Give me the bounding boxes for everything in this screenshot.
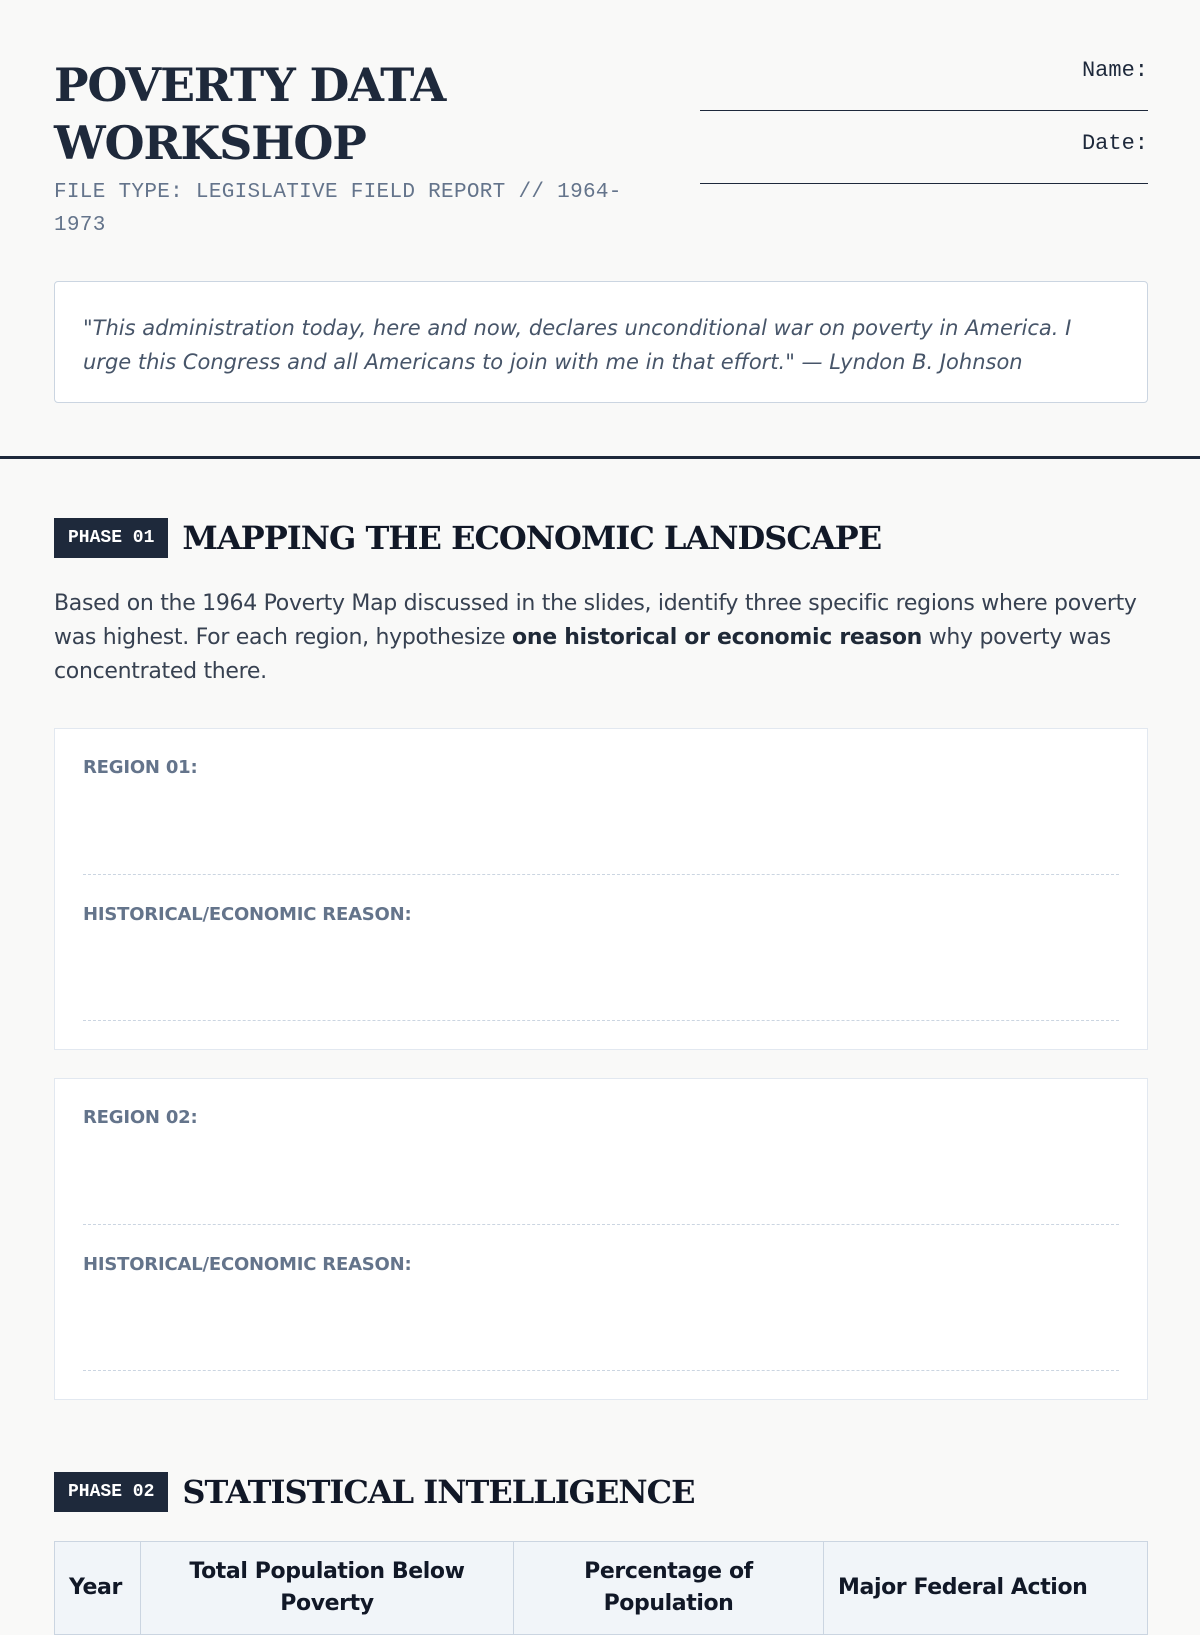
- region-label: REGION 02:: [83, 1107, 198, 1128]
- phase-01-heading: [54, 518, 881, 558]
- column-header: Total Population Below Poverty: [141, 1542, 514, 1635]
- phase-01-title: MAPPING THE ECONOMIC LANDSCAPE: [182, 519, 882, 557]
- column-header: Year: [55, 1542, 141, 1635]
- reason-label: HISTORICAL/ECONOMIC REASON:: [83, 904, 412, 925]
- column-header: Percentage of Population: [514, 1542, 824, 1635]
- region-label: REGION 01:: [83, 757, 198, 778]
- date-label: Date:: [1081, 131, 1148, 156]
- phase-01-badge: PHASE 01: [54, 518, 168, 558]
- reason-label: HISTORICAL/ECONOMIC REASON:: [83, 1254, 412, 1275]
- name-label: Name:: [1081, 58, 1148, 83]
- column-header: Major Federal Action: [824, 1542, 1148, 1635]
- region-card: [54, 728, 1148, 1050]
- file-type-label: FILE TYPE: LEGISLATIVE FIELD REPORT // 1964-1973: [54, 181, 622, 237]
- name-input-line[interactable]: [700, 110, 1148, 111]
- phase-01-instructions: [54, 587, 1154, 689]
- instructions-emphasis: one historical or economic reason: [512, 625, 923, 650]
- date-input-line[interactable]: [700, 183, 1148, 184]
- page-title: POVERTY DATA WORKSHOP: [54, 58, 446, 170]
- region-card: [54, 1078, 1148, 1400]
- quote-box: [54, 281, 1148, 403]
- phase-02-title: STATISTICAL INTELLIGENCE: [182, 1473, 695, 1511]
- name-field: [700, 56, 1148, 129]
- region-answer-line[interactable]: [83, 874, 1119, 875]
- statistics-table: [54, 1541, 1148, 1635]
- reason-answer-line[interactable]: [83, 1020, 1119, 1021]
- table-header-row: [55, 1542, 1148, 1635]
- phase-02-heading: [54, 1472, 695, 1512]
- reason-answer-line[interactable]: [83, 1370, 1119, 1371]
- instructions-text-1: Based on the 1964 Poverty Map discussed in the slides, identify three specific regions where poverty was highest. For each region, hypothesize: [54, 591, 1137, 650]
- lbj-quote: "This administration today, here and now, declares unconditional war on poverty in America. I urge this Congress and all Americans to join with me in that effort." — Lyndon B. Johnson: [83, 316, 1072, 374]
- region-answer-line[interactable]: [83, 1224, 1119, 1225]
- date-field: [700, 129, 1148, 202]
- instructions-text-2: why poverty was concentrated there.: [54, 625, 1111, 684]
- phase-02-badge: PHASE 02: [54, 1472, 168, 1512]
- worksheet-header: [54, 56, 1148, 246]
- student-info-fields: [700, 56, 1148, 202]
- section-divider: [0, 456, 1200, 459]
